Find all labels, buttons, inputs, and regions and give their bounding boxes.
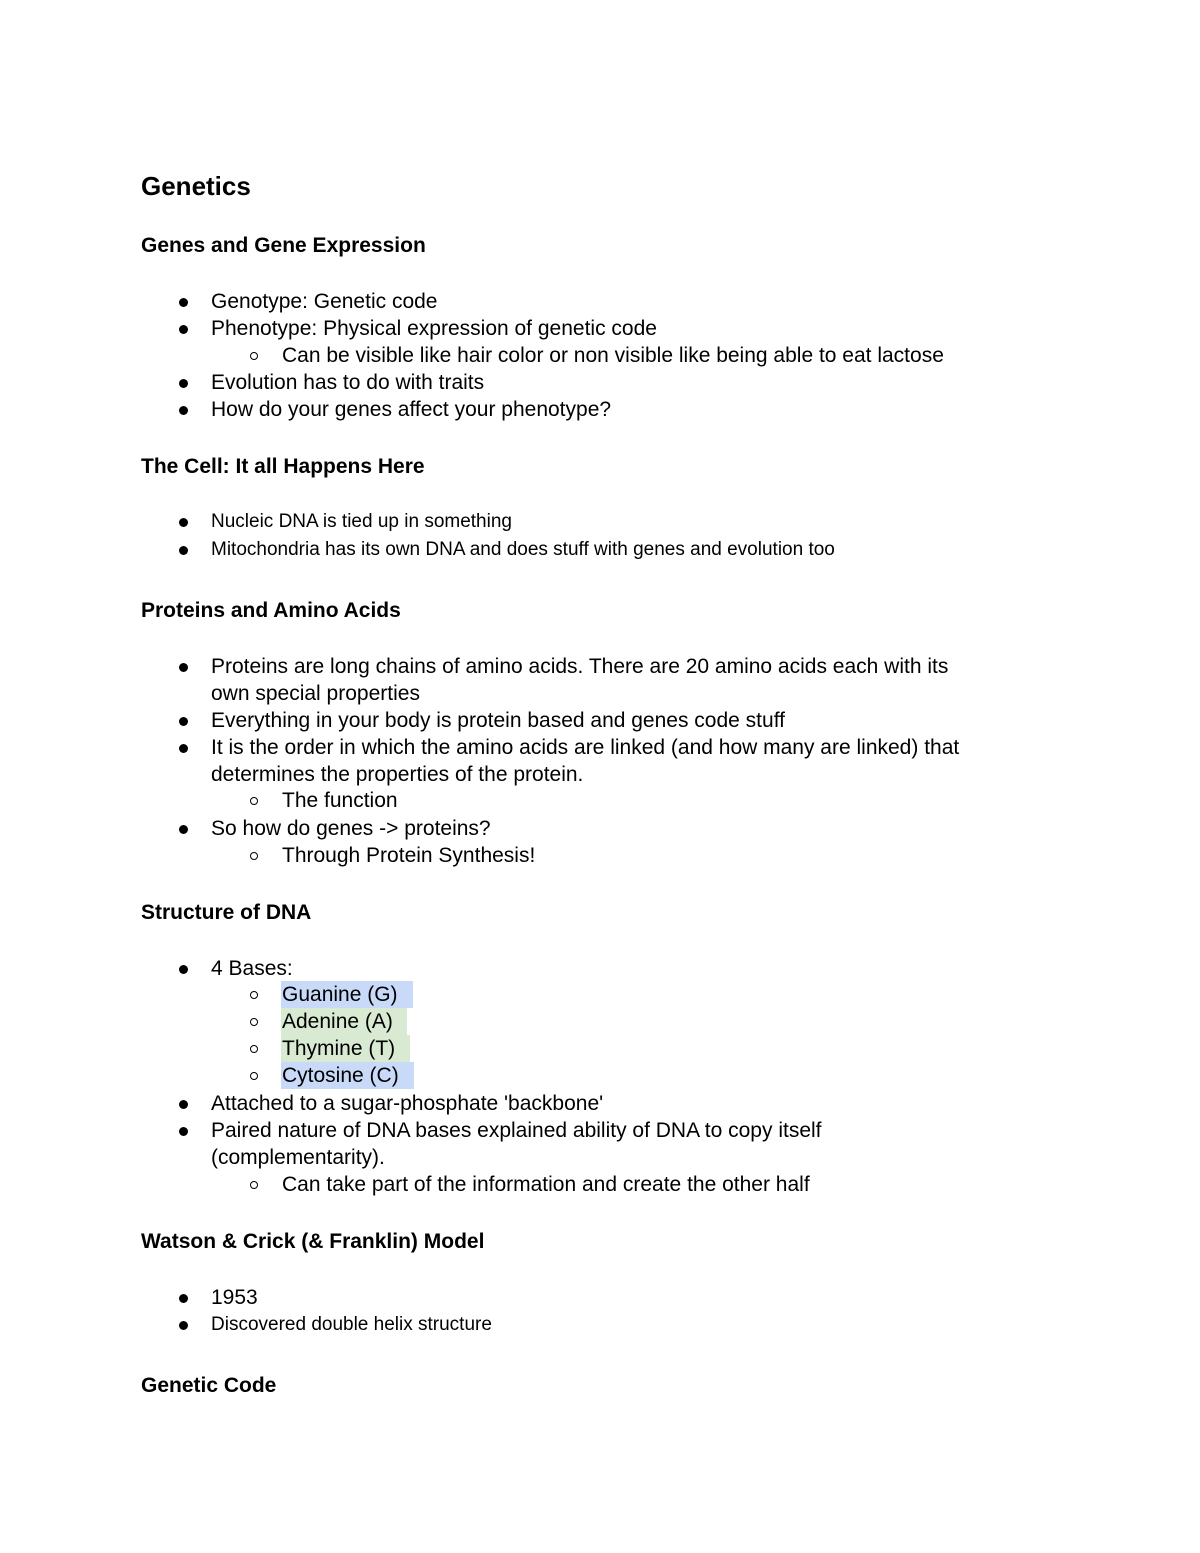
list-subitem-base: Cytosine (C) (282, 1064, 399, 1087)
bullet-circle-icon (250, 352, 258, 360)
bullet-disc-icon (179, 379, 188, 388)
list-item: 1953 (211, 1286, 258, 1309)
list-item: Mitochondria has its own DNA and does stuff with genes and evolution too (211, 539, 835, 560)
list-item: Discovered double helix structure (211, 1314, 492, 1335)
list-subitem: Through Protein Synthesis! (282, 844, 536, 867)
bullet-circle-icon (250, 1181, 258, 1189)
bullet-disc-icon (179, 965, 188, 974)
bullet-circle-icon (250, 1072, 258, 1080)
list-item: Genotype: Genetic code (211, 290, 438, 313)
list-item: Everything in your body is protein based and genes code stuff (211, 709, 785, 732)
list-subitem: The function (282, 789, 398, 812)
list-item: So how do genes -> proteins? (211, 817, 491, 840)
bullet-disc-icon (179, 1321, 188, 1330)
list-item: Nucleic DNA is tied up in something (211, 511, 512, 532)
list-subitem: Can take part of the information and create the other half (282, 1173, 810, 1196)
section-heading-proteins: Proteins and Amino Acids (141, 599, 401, 622)
bullet-disc-icon (179, 663, 188, 672)
bullet-circle-icon (250, 1045, 258, 1053)
bullet-circle-icon (250, 991, 258, 999)
bullet-circle-icon (250, 797, 258, 805)
bullet-disc-icon (179, 406, 188, 415)
section-heading-model: Watson & Crick (& Franklin) Model (141, 1230, 485, 1253)
bullet-circle-icon (250, 1018, 258, 1026)
bullet-disc-icon (179, 518, 188, 527)
list-item: Attached to a sugar-phosphate 'backbone' (211, 1092, 604, 1115)
list-item: 4 Bases: (211, 957, 293, 980)
list-item-continuation: (complementarity). (211, 1146, 385, 1169)
bullet-disc-icon (179, 1127, 188, 1136)
section-heading-code: Genetic Code (141, 1374, 277, 1397)
bullet-disc-icon (179, 825, 188, 834)
bullet-disc-icon (179, 744, 188, 753)
list-item: Proteins are long chains of amino acids. There are 20 amino acids each with its (211, 655, 949, 678)
list-item: How do your genes affect your phenotype? (211, 398, 612, 421)
bullet-disc-icon (179, 717, 188, 726)
section-heading-dna: Structure of DNA (141, 901, 312, 924)
list-item-continuation: determines the properties of the protein. (211, 763, 584, 786)
list-item-continuation: own special properties (211, 682, 420, 705)
list-subitem-base: Thymine (T) (282, 1037, 396, 1060)
list-item: It is the order in which the amino acids are linked (and how many are linked) that (211, 736, 960, 759)
bullet-disc-icon (179, 325, 188, 334)
bullet-disc-icon (179, 1294, 188, 1303)
section-heading-cell: The Cell: It all Happens Here (141, 455, 425, 478)
bullet-disc-icon (179, 546, 188, 555)
bullet-disc-icon (179, 1100, 188, 1109)
bullet-circle-icon (250, 852, 258, 860)
list-subitem: Can be visible like hair color or non visible like being able to eat lactose (282, 344, 944, 367)
list-item: Evolution has to do with traits (211, 371, 485, 394)
list-subitem-base: Adenine (A) (282, 1010, 393, 1033)
list-subitem-base: Guanine (G) (282, 983, 398, 1006)
list-item: Paired nature of DNA bases explained ability of DNA to copy itself (211, 1119, 822, 1142)
doc-title: Genetics (141, 171, 251, 201)
section-heading-genes: Genes and Gene Expression (141, 234, 426, 257)
list-item: Phenotype: Physical expression of genetic code (211, 317, 657, 340)
bullet-disc-icon (179, 298, 188, 307)
